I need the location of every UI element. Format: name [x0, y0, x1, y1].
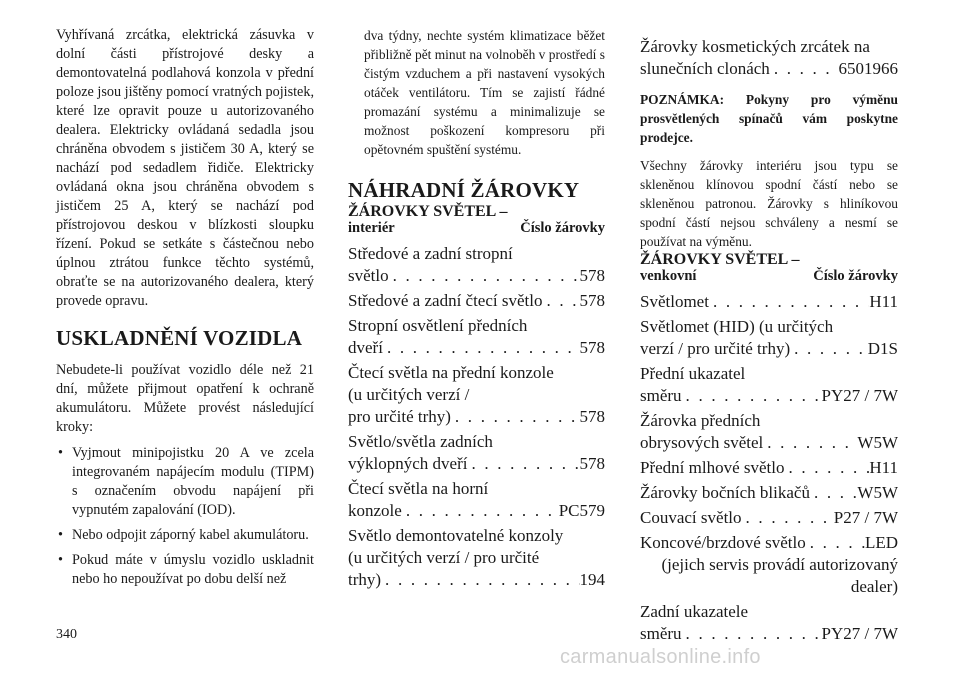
bulb-entry-line: Stropní osvětlení předních: [348, 316, 528, 335]
bulb-number: PY27 / 7W: [821, 386, 898, 405]
bulb-entry-row: [348, 453, 605, 475]
leader-dots: [381, 569, 579, 591]
bulb-entry-row: [640, 457, 898, 479]
bulb-entry-line: Zadní ukazatele: [640, 602, 749, 621]
bulb-location: trhy): [348, 570, 382, 589]
interior-bulb-list: [348, 243, 605, 591]
bulb-location: Koncové/brzdové světlo: [640, 533, 806, 552]
exterior-bulb-list: [640, 291, 898, 645]
bulb-location: verzí / pro určité trhy): [640, 339, 791, 358]
bulb-location: směru: [640, 624, 682, 643]
bulb-entry-row: [348, 406, 605, 428]
interior-subheading-row: [348, 220, 605, 237]
bulb-entry: [640, 532, 898, 598]
bulb-number: 578: [579, 338, 605, 357]
bulb-entry-row: [640, 532, 898, 554]
bulb-entry-row: [348, 500, 605, 522]
vanity-mirror-entry: [640, 36, 898, 80]
interior-label: interiér: [348, 220, 395, 236]
bulb-entry-line: Přední ukazatel: [640, 364, 746, 383]
leader-dots: [467, 453, 579, 475]
bulb-number: D1S: [867, 339, 898, 358]
bulb-number: 6501966: [838, 59, 898, 78]
bulb-entry-row: [348, 337, 605, 359]
bulb-entry-line: Světlomet (HID) (u určitých: [640, 317, 834, 336]
bulb-entry-line: Čtecí světla na přední konzole: [348, 363, 554, 382]
bulb-entry: [348, 525, 605, 591]
leader-dots: [451, 406, 580, 428]
bulb-entry-line: Čtecí světla na horní: [348, 479, 489, 498]
exterior-subheading: ŽÁROVKY SVĚTEL –: [640, 251, 800, 268]
bulb-number: 578: [579, 266, 605, 285]
bulb-location: pro určité trhy): [348, 407, 451, 426]
storage-paragraph: Nebudete-li používat vozidlo déle než 21 dní, můžete přijmout opatření k ochraně akumulátoru. Můžete provést následující kroky:: [56, 362, 314, 435]
bulb-number: 194: [579, 570, 605, 589]
page-number: 340: [56, 627, 77, 642]
bulb-entry: [640, 410, 898, 454]
note-heading: POZNÁMKA: Pokyny pro výměnu prosvětlených spínačů vám poskytne prodejce.: [640, 92, 898, 145]
bulb-number: LED: [864, 533, 898, 552]
leader-dots: [682, 623, 822, 645]
bulb-entry-row: [348, 265, 605, 287]
bulb-entry-line: Světlo demontovatelné konzoly: [348, 526, 564, 545]
bulb-number: W5W: [857, 483, 898, 502]
bulb-entry: [348, 431, 605, 475]
bulb-entry: [640, 601, 898, 645]
bulb-location: Středové a zadní čtecí světlo: [348, 291, 543, 310]
bulb-number: 578: [579, 291, 605, 310]
bulb-entry-row: [348, 569, 605, 591]
bulb-entry-line: Světlo/světla zadních: [348, 432, 493, 451]
bulb-location: dveří: [348, 338, 383, 357]
bulb-entry-line: Středové a zadní stropní: [348, 244, 513, 263]
bulb-entry: [640, 363, 898, 407]
bulb-entry: [640, 291, 898, 313]
ac-continuation-paragraph: dva týdny, nechte systém klimatizace běžet přibližně pět minut na volnoběh v prostředí s čistým vzduchem a při nastavení vysokých otáček ventilátoru. Tím se zajistí řádné promazání systému a minimalizuje se možnost poškození kompresoru při opětovném spuštění systému.: [364, 28, 605, 157]
list-item: • Nebo odpojit záporný kabel akumulátoru.: [56, 526, 314, 545]
bulb-entry: [640, 507, 898, 529]
bulb-location: Couvací světlo: [640, 508, 742, 527]
leader-dots: [389, 265, 580, 287]
leader-dots: [542, 290, 579, 312]
column-left: [56, 26, 314, 595]
bulb-entry-row: [640, 58, 898, 80]
bulb-entry-row: [640, 385, 898, 407]
led-service-note: (jejich servis provádí autorizovaný dealer): [661, 555, 898, 596]
leader-dots: [742, 507, 834, 529]
exterior-label: venkovní: [640, 268, 697, 284]
bulb-number: 578: [579, 407, 605, 426]
bulb-number: H11: [869, 458, 898, 477]
exterior-subheading-row: [640, 268, 898, 285]
bulb-entry-line: Žárovka předních: [640, 411, 761, 430]
bulb-entry: [640, 482, 898, 504]
bulb-number: W5W: [857, 433, 898, 452]
leader-dots: [790, 338, 868, 360]
storage-heading: USKLADNĚNÍ VOZIDLA: [56, 326, 303, 350]
bulb-entry: [348, 243, 605, 287]
leader-dots: [770, 58, 839, 80]
bulb-number: PC579: [558, 501, 605, 520]
bulb-location: obrysových světel: [640, 433, 764, 452]
note-paragraph: Všechny žárovky interiéru jsou typu se skleněnou klínovou spodní částí nebo se skleněnou patronou. Žárovky s hliníkovou spodní částí nejsou schváleny a nesmí se používat na výměnu.: [640, 158, 898, 249]
bulb-entry: [640, 457, 898, 479]
column-right: [640, 36, 898, 648]
column-middle: [348, 26, 605, 594]
bulb-location: světlo: [348, 266, 389, 285]
bulbs-heading: NÁHRADNÍ ŽÁROVKY: [348, 178, 580, 202]
bulb-entry-row: [640, 482, 898, 504]
list-item: • Pokud máte v úmyslu vozidlo uskladnit nebo ho nepoužívat po dobu delší než: [56, 551, 314, 589]
bulb-entry-line: Žárovky kosmetických zrcátek na: [640, 37, 870, 56]
bulb-number-label: Číslo žárovky: [813, 268, 898, 284]
bulb-entry-row: [640, 623, 898, 645]
leader-dots: [709, 291, 869, 313]
bulb-entry-row: [640, 291, 898, 313]
watermark: carmanualsonline.info: [560, 646, 761, 668]
bulb-number-label: Číslo žárovky: [520, 220, 605, 236]
bulb-entry-line: (u určitých verzí / pro určité: [348, 548, 540, 567]
bulb-entry-row: [348, 290, 605, 312]
bulb-location: směru: [640, 386, 682, 405]
leader-dots: [682, 385, 822, 407]
bulb-entry-row: [640, 432, 898, 454]
bulb-location: Světlomet: [640, 292, 709, 311]
bulb-location: Přední mlhové světlo: [640, 458, 785, 477]
bulb-entry: [348, 478, 605, 522]
storage-steps-list: [56, 444, 314, 589]
bulb-entry-line: (u určitých verzí /: [348, 385, 470, 404]
bulb-entry-row: [640, 338, 898, 360]
list-item: • Vyjmout minipojistku 20 A ve zcela integrovaném napájecím modulu (TIPM) s označením obvodu napájení při vypnutém zapalování (IOD).: [56, 444, 314, 520]
leader-dots: [383, 337, 580, 359]
bulb-entry: [348, 290, 605, 312]
bulb-location: Žárovky bočních blikačů: [640, 483, 810, 502]
bulb-entry: [348, 362, 605, 428]
bulb-number: H11: [869, 292, 898, 311]
bulb-entry: [640, 36, 898, 80]
leader-dots: [784, 457, 869, 479]
bulb-location: výklopných dveří: [348, 454, 468, 473]
interior-subheading: ŽÁROVKY SVĚTEL –: [348, 203, 508, 220]
leader-dots: [810, 482, 857, 504]
bulb-location: konzole: [348, 501, 402, 520]
leader-dots: [763, 432, 857, 454]
bulb-entry-row: [640, 507, 898, 529]
bulb-number: 578: [579, 454, 605, 473]
bulb-entry: [640, 316, 898, 360]
bulb-entry: [348, 315, 605, 359]
bulb-number: PY27 / 7W: [821, 624, 898, 643]
leader-dots: [402, 500, 559, 522]
bulb-location: slunečních clonách: [640, 59, 770, 78]
leader-dots: [806, 532, 865, 554]
fuse-info-paragraph: Vyhřívaná zrcátka, elektrická zásuvka v dolní části přístrojové desky a demontovatelná podlahová konzola v přední poloze jsou jištěny pomocí vratných pojistek, které lze opravit pouze u autorizovaného dealera. Elektricky ovládaná sedadla jsou chráněna obvodem s jističem 30 A, který se nachází pod sedadlem řidiče. Elektricky ovládaná okna jsou chráněna obvodem s jističem 25 A, který se nachází pod přístrojovou deskou v blízkosti sloupku řízení. Pokud se setkáte s částečnou nebo úplnou ztrátou funkce těchto systémů, obraťte se na autorizovaného dealera, který provede opravu.: [56, 27, 314, 309]
bulb-number: P27 / 7W: [833, 508, 898, 527]
